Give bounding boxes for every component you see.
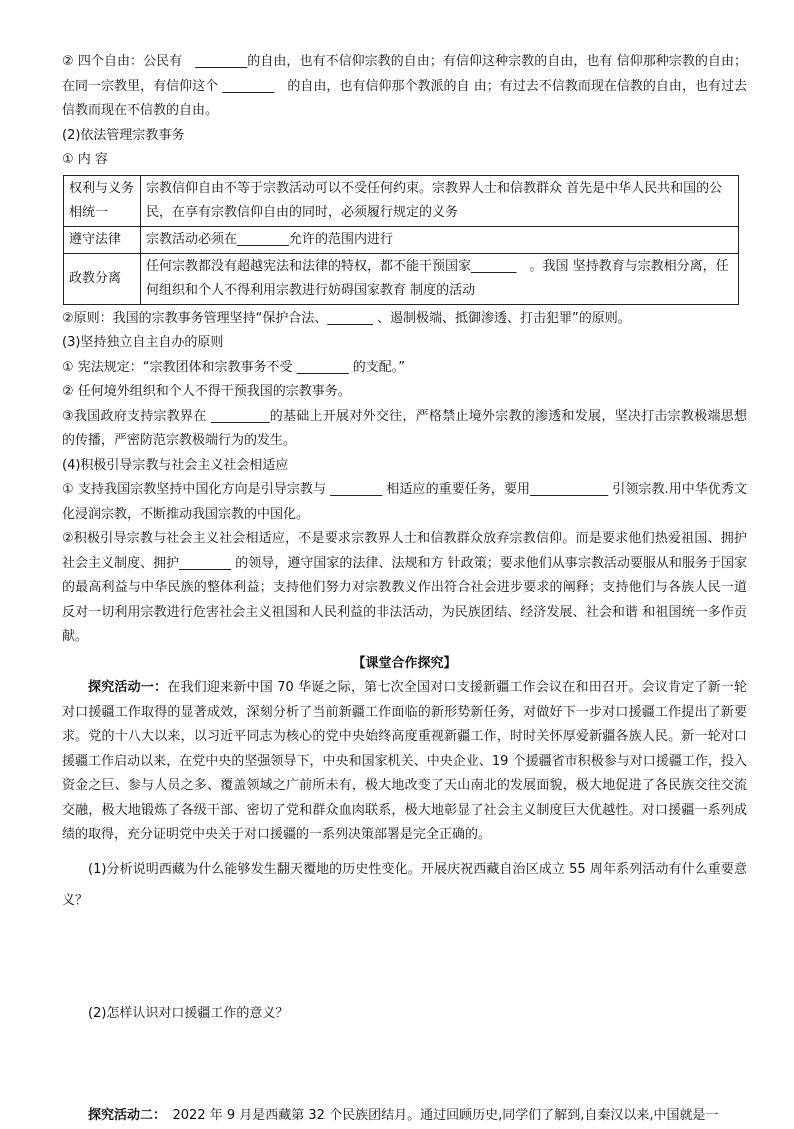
answer-space xyxy=(62,1026,747,1104)
activity-two-text: 2022 年 9 月是西藏第 32 个民族团结月。通过回顾历史,同学们了解到,自秦汉以来,中国就是一 xyxy=(159,1108,719,1123)
table-key: 政教分离 xyxy=(64,253,141,304)
table-value: 宗教活动必须在________允许的范围内进行 xyxy=(141,226,739,253)
no-interference-paragraph: ② 任何境外组织和个人不得干预我国的宗教事务。 xyxy=(62,384,351,399)
cooperative-inquiry-heading: 【课堂合作探究】 xyxy=(352,655,457,671)
section-heading-manage-religion: (2)依法管理宗教事务 xyxy=(62,127,185,143)
content-label: ① 内 容 xyxy=(62,152,108,167)
principle-paragraph: ②原则：我国的宗教事务管理坚持“保护合法、_______ 、遏制极端、抵御渗透、打击犯罪”的原则。 xyxy=(62,310,631,326)
question-two: (2)怎样认识对口援疆工作的意义？ xyxy=(88,1005,289,1021)
question-one: (1)分析说明西藏为什么能够发生翻天覆地的历史性变化。开展庆祝西藏自治区成立 55 周年系列活动有什么重要意义？ xyxy=(62,861,747,908)
religion-content-table xyxy=(63,175,739,305)
foreign-exchange-paragraph: ③我国政府支持宗教界在 _________的基础上开展对外交往，严格禁止境外宗教的渗透和发展，坚决打击宗教极端思想的传播，严密防范宗教极端行为的发生。 xyxy=(62,408,747,448)
activity-two-label: 探究活动二： xyxy=(88,1108,160,1123)
table-key: 权利与义务相统一 xyxy=(64,175,141,226)
answer-space xyxy=(62,916,747,1002)
table-row xyxy=(64,226,739,253)
table-value: 宗教信仰自由不等于宗教活动可以不受任何约束。宗教界人士和信教群众 首先是中华人民共和国的公民，在享有宗教信仰自由的同时，必须履行规定的义务 xyxy=(141,175,739,226)
section-heading-adaptation: (4)积极引导宗教与社会主义社会相适应 xyxy=(62,457,289,473)
worksheet-page xyxy=(62,50,747,1129)
constitution-paragraph: ① 宪法规定：“宗教团体和宗教事务不受 ________ 的支配。” xyxy=(62,359,406,375)
four-freedoms-paragraph: ② 四个自由：公民有 ________的自由，也有不信仰宗教的自由；有信仰这种宗教的自由，也有 信仰那种宗教的自由；在同一宗教里，有信仰这个 ________ 的自由，也有信仰那个教派的自 由；有过去不信教而现在信教的自由，也有过去信教而现在不信教的自由。 xyxy=(62,54,747,118)
sinicization-paragraph: ① 支持我国宗教坚持中国化方向是引导宗教与 ________ 相适应的重要任务，要用____________ 引领宗教.用中华优秀文化浸润宗教，不断推动我国宗教的中国化。 xyxy=(62,482,747,522)
section-heading-independence: (3)坚持独立自主自办的原则 xyxy=(62,335,224,350)
table-key: 遵守法律 xyxy=(64,226,141,253)
activity-one-text: 在我们迎来新中国 70 华诞之际，第七次全国对口支援新疆工作会议在和田召开。会议肯定了新一轮对口援疆工作取得的显著成效，深刻分析了当前新疆工作面临的新形势新任务，对做好下一步对口援疆工作提出了新要求。党的十八大以来，以习近平同志为核心的党中央始终高度重视新疆工作，时时关怀厚爱新疆各族人民。新一轮对口援疆工作启动以来，在党中央的坚强领导下，中央和国家机关、中央企业、19 个援疆省市积极参与对口援疆工作，投入资金之巨、参与人员之多、覆盖领域之广前所未有，极大地改变了天山南北的发展面貌，极大地促进了各民族交往交流交融，极大地锻炼了各级干部、密切了党和群众血肉联系，极大地彰显了社会主义制度巨大优越性。对口援疆一系列成绩的取得，充分证明党中央关于对口援疆的一系列决策部署是完全正确的。 xyxy=(62,680,747,842)
table-value: 任何宗教都没有超越宪法和法律的特权，都不能干预国家_______ 。我国 坚持教育与宗教相分离，任何组织和个人不得利用宗教进行妨碍国家教育 制度的活动 xyxy=(141,253,739,304)
adaptation-paragraph: ②积极引导宗教与社会主义社会相适应，不是要求宗教界人士和信教群众放弃宗教信仰。而是要求他们热爱祖国、拥护社会主义制度、拥护________ 的领导，遵守国家的法律、法规和方 针政策；要求他们从事宗教活动要服从和服务于国家的最高利益与中华民族的整体利益；支持他们努力对宗教教义作出符合社会进步要求的阐释；支持他们与各族人民一道反对一切利用宗教进行危害社会主义祖国和人民利益的非法活动，为民族团结、经济发展、社会和谐 和祖国统一多作贡献。 xyxy=(62,531,747,644)
table-row xyxy=(64,175,739,226)
activity-two-paragraph xyxy=(62,1104,747,1129)
activity-one-paragraph xyxy=(62,676,747,848)
table-row xyxy=(64,253,739,304)
activity-one-label: 探究活动一： xyxy=(88,680,168,695)
